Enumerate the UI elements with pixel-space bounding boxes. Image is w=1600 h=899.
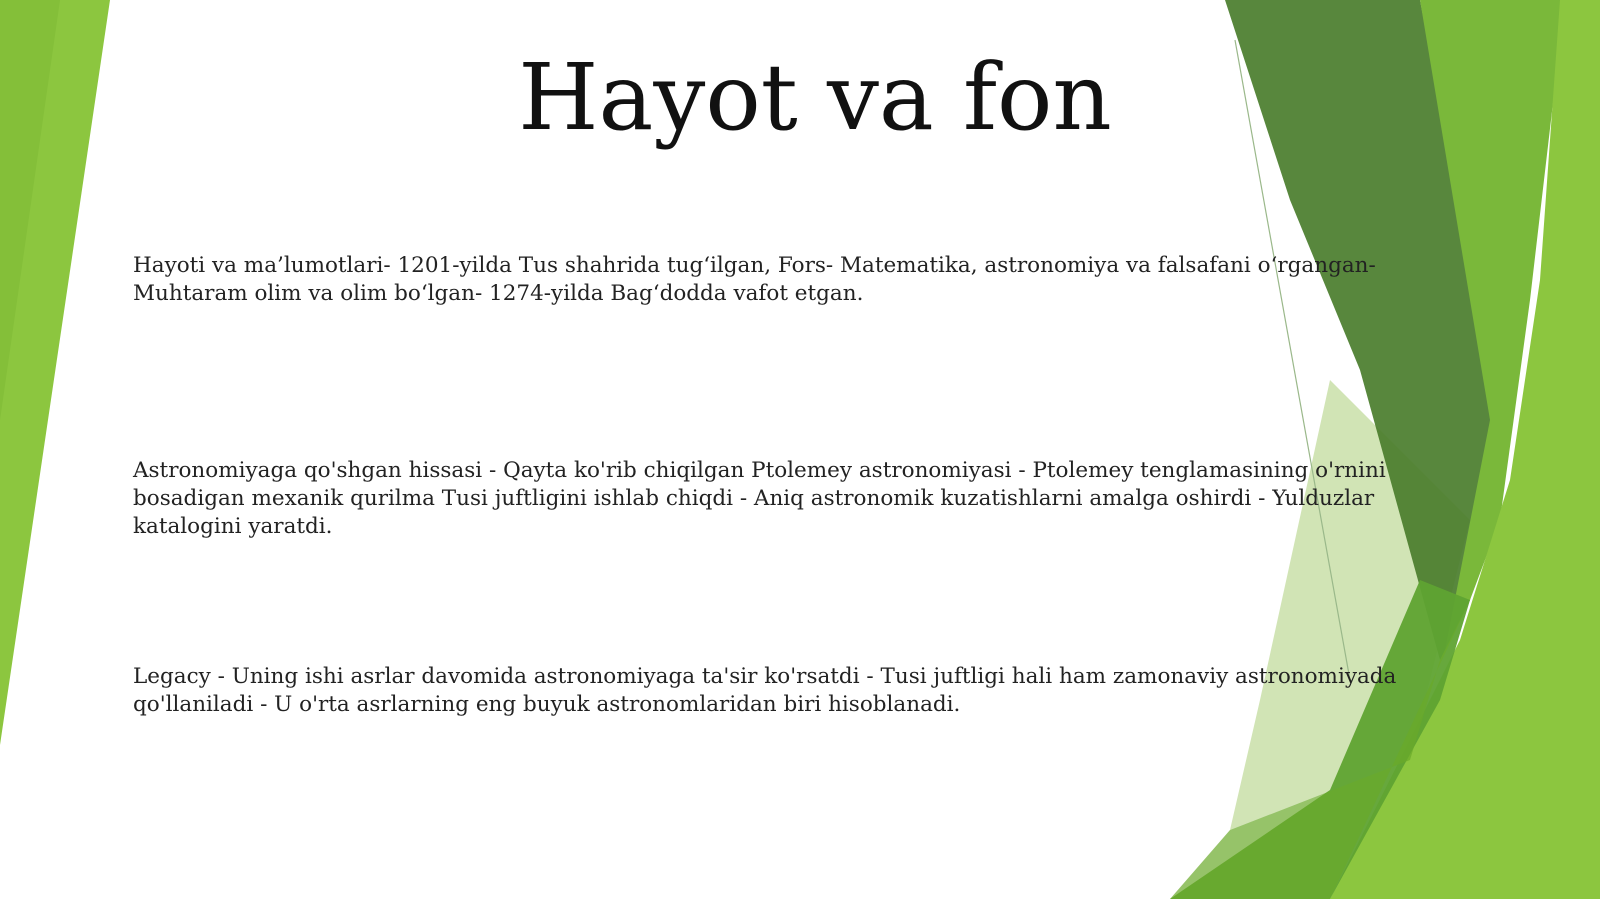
paragraph-life-info: Hayoti va ma’lumotlari- 1201-yilda Tus shahrida tug‘ilgan, Fors- Matematika, astronomiya va falsafani o‘rgangan- Muhtaram olim va olim bo‘lgan- 1274-yilda Bag‘dodda vafot etgan.: [133, 253, 1376, 306]
slide-title: Hayot va fon: [518, 44, 1112, 151]
paragraph-astronomy-contribution: Astronomiyaga qo'shgan hissasi - Qayta ko'rib chiqilgan Ptolemey astronomiyasi - Ptolemey tenglamasining o'rnini bosadigan mexanik qurilma Tusi juftligini ishlab chiqdi - Aniq astronomik kuzatishlarni amalga oshirdi - Yulduzlar katalogini yaratdi.: [133, 458, 1386, 539]
paragraph-legacy: Legacy - Uning ishi asrlar davomida astronomiyaga ta'sir ko'rsatdi - Tusi juftligi hali ham zamonaviy astronomiyada qo'llaniladi - U o'rta asrlarning eng buyuk astronomlaridan biri hisoblanadi.: [133, 664, 1397, 717]
